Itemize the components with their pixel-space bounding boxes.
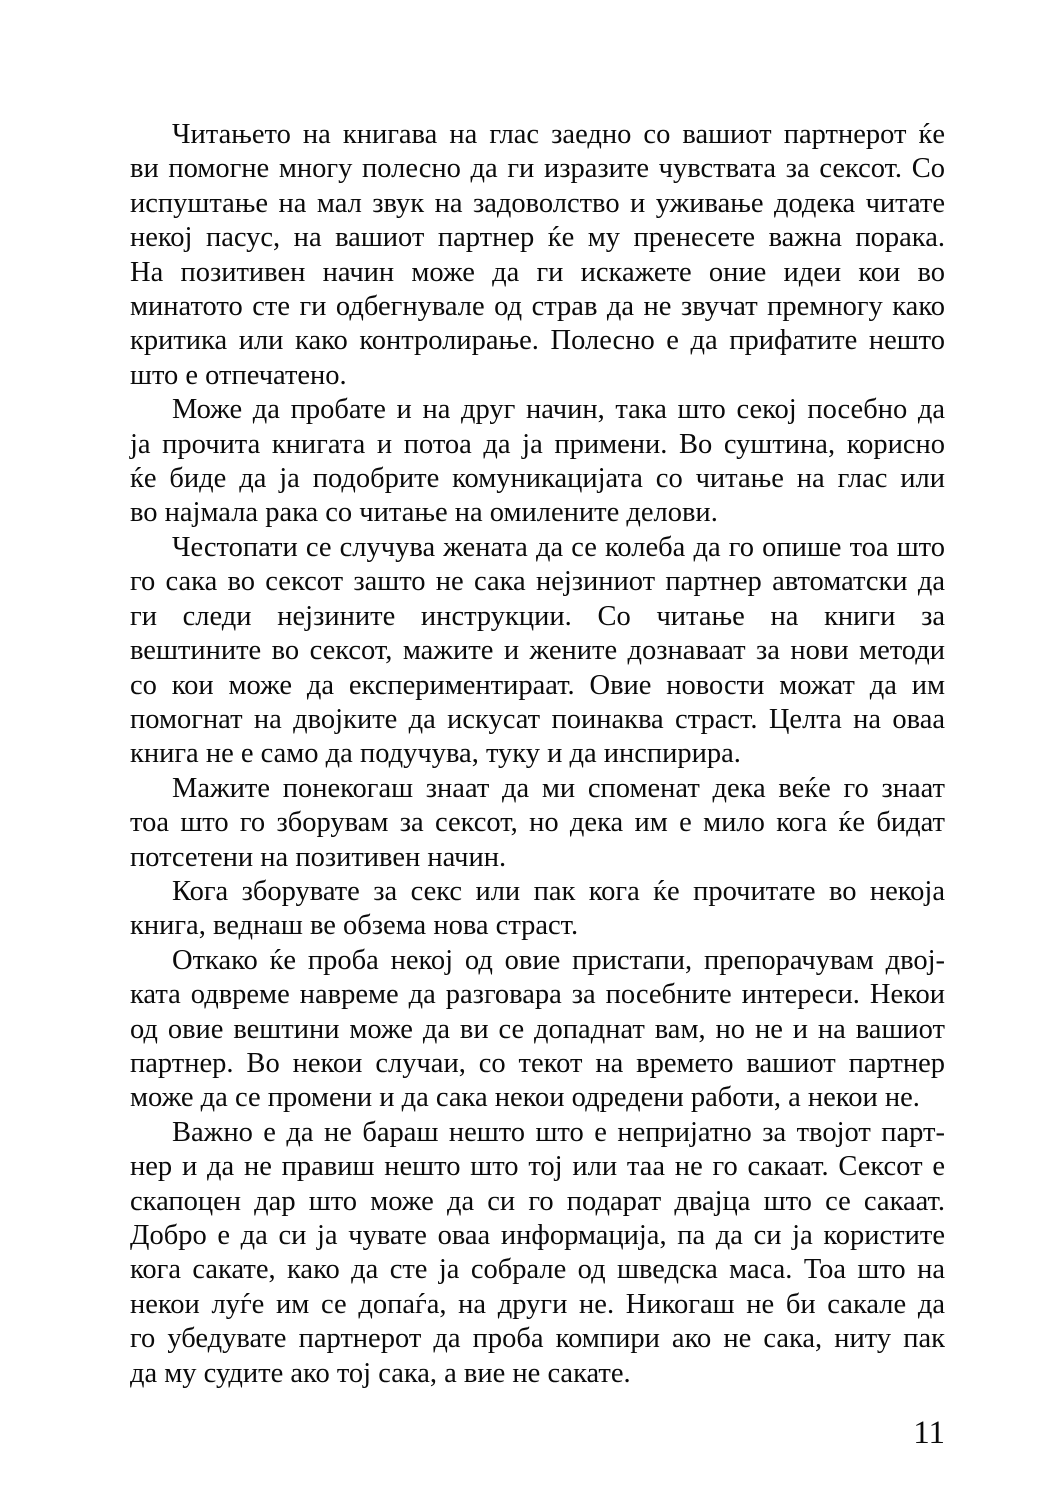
text-line: кога сакате, како да сте ја собрале од шведска маса. Тоа што на (130, 1254, 945, 1286)
text-line: со кои може да експериментираат. Овие новости можат да им (130, 669, 945, 701)
text-line: книга, веднаш ве обзема нова страст. (130, 910, 579, 942)
text-line: вештините во сексот, мажите и жените дознаваат за нови методи (130, 635, 945, 667)
text-line: некои луѓе им се допаѓа, на други не. Никогаш не би сакале да (130, 1288, 945, 1320)
paragraph (130, 1116, 945, 1391)
text-line: Честопати се случува жената да се колеба да го опише тоа што (172, 531, 945, 563)
paragraph (130, 393, 945, 531)
text-line: потсетени на позитивен начин. (130, 841, 507, 873)
text-line: некој пасус, на вашиот партнер ќе му пренесете важна порака. (130, 222, 945, 254)
text-line: Читањето на книгава на глас заедно со вашиот партнерот ќе (172, 119, 945, 150)
text-line: да му судите ако тој сака, а вие не сакате. (130, 1357, 631, 1389)
text-line: тоа што го зборувам за сексот, но дека им е мило кога ќе бидат (130, 807, 945, 839)
text-line: испуштање на мал звук на задоволство и уживање додека читате (130, 187, 945, 219)
text-line: Може да пробате и на друг начин, така што секој посебно да (172, 394, 945, 426)
text-line: Добро е да си ја чувате оваа информација, па да си ја користите (130, 1220, 945, 1251)
text-line: Мажите понекогаш знаат да ми споменат дека веќе го знаат (172, 772, 945, 804)
text-line: ја прочита книгата и потоа да ја примени. Во суштина, корисно (130, 428, 945, 460)
page-number: 11 (913, 1415, 945, 1451)
text-line: скапоцен дар што може да си го подарат двајца што се сакаат. (130, 1185, 945, 1217)
text-line: го сака во сексот зашто не сака нејзиниот партнер автоматски да (130, 566, 945, 598)
text-line: На позитивен начин може да ги искажете оние идеи кои во (130, 256, 945, 288)
body-text (130, 118, 945, 1391)
text-line: ќе биде да ја подобрите комуникацијата со читање на глас или (130, 463, 945, 495)
text-line: од овие вештини може да ви се допаднат вам, но не и на вашиот (130, 1013, 945, 1045)
paragraph (130, 772, 945, 875)
text-line: Важно е да не бараш нешто што е непријатно за твојот парт- (172, 1116, 945, 1148)
paragraph (130, 118, 945, 393)
text-line: ката одвреме навреме да разговара за посебните интереси. Некои (130, 979, 945, 1011)
text-line: помогнат на двојките да искусат поинаква страст. Целта на оваа (130, 703, 945, 735)
text-line: Откако ќе проба некој од овие пристапи, препорачувам двој- (172, 944, 945, 976)
text-line: критика или како контролирање. Полесно е да прифатите нешто (130, 325, 945, 357)
paragraph (130, 531, 945, 772)
text-line: партнер. Во некои случаи, со текот на времето вашиот партнер (130, 1047, 945, 1079)
text-line: го убедувате партнерот да проба компири ако не сака, ниту пак (130, 1323, 945, 1355)
text-line: ви помогне многу полесно да ги изразите чувствата за сексот. Со (130, 153, 945, 185)
paragraph (130, 875, 945, 944)
text-line: во најмала рака со читање на омилените делови. (130, 497, 718, 529)
text-line: Кога зборувате за секс или пак кога ќе прочитате во некоја (172, 875, 945, 907)
paragraph (130, 944, 945, 1116)
text-line: што е отпечатено. (130, 359, 347, 391)
text-line: може да се промени и да сака некои одредени работи, а некои не. (130, 1082, 920, 1114)
text-line: ги следи нејзините инструкции. Со читање на книги за (130, 600, 945, 632)
text-line: минатото сте ги одбегнувале од страв да не звучат премногу како (130, 291, 945, 323)
text-line: книга не е само да подучува, туку и да инспирира. (130, 738, 741, 770)
text-line: нер и да не правиш нешто што тој или таа не го сакаат. Сексот е (130, 1151, 945, 1183)
